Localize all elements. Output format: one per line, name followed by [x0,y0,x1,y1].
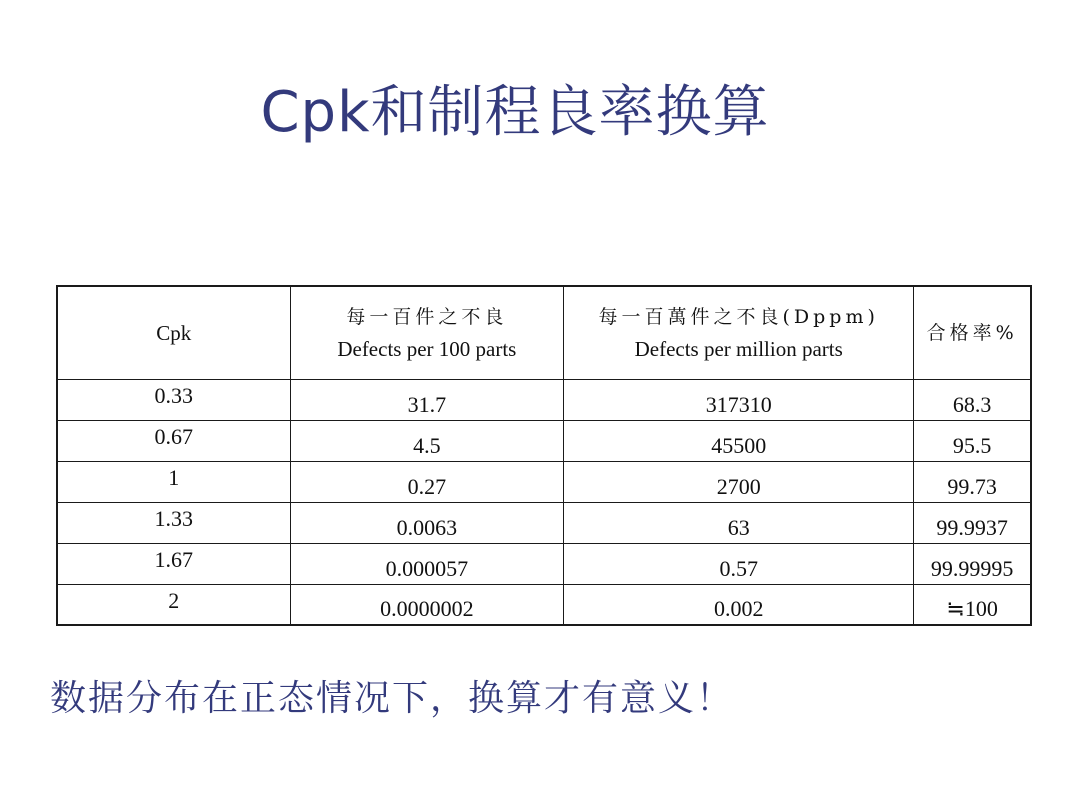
page-title: Cpk和制程良率换算 [260,80,770,145]
cell-cpk: 2 [57,584,290,625]
header-defects-per-100-en: Defects per 100 parts [337,336,517,361]
header-defects-per-million-zh: 每一百萬件之不良(Dppm) [598,305,879,328]
cell-defects-per-100: 0.000057 [290,543,564,584]
cpk-conversion-table [56,285,1032,626]
header-defects-per-100-zh: 每一百件之不良 [346,305,508,328]
cell-defects-per-100: 0.27 [290,461,564,502]
table-row [57,461,1031,502]
cell-cpk: 1.33 [57,502,290,543]
table-row [57,502,1031,543]
header-defects-per-million [564,286,914,379]
table-row [57,420,1031,461]
cell-yield-rate: 99.9937 [914,502,1031,543]
cell-yield-rate: 68.3 [914,379,1031,420]
cell-defects-per-million: 45500 [564,420,914,461]
cell-yield-rate: ≒100 [914,584,1031,625]
cell-yield-rate: 99.99995 [914,543,1031,584]
header-cpk [57,286,290,379]
cell-cpk: 1.67 [57,543,290,584]
cell-defects-per-100: 4.5 [290,420,564,461]
cell-yield-rate: 95.5 [914,420,1031,461]
cell-cpk: 0.33 [57,379,290,420]
cell-cpk: 1 [57,461,290,502]
cell-defects-per-million: 0.57 [564,543,914,584]
header-cpk-label: Cpk [156,320,192,345]
cell-defects-per-million: 63 [564,502,914,543]
cell-defects-per-million: 2700 [564,461,914,502]
cell-cpk: 0.67 [57,420,290,461]
cell-defects-per-100: 31.7 [290,379,564,420]
table-header-row [57,286,1031,379]
table-row [57,379,1031,420]
cell-defects-per-100: 0.0000002 [290,584,564,625]
footnote: 数据分布在正态情况下，换算才有意义！ [50,678,735,719]
cell-defects-per-100: 0.0063 [290,502,564,543]
cell-yield-rate: 99.73 [914,461,1031,502]
header-yield-rate-zh: 合格率% [926,321,1018,344]
table-row [57,584,1031,625]
table-row [57,543,1031,584]
cell-defects-per-million: 317310 [564,379,914,420]
header-defects-per-million-en: Defects per million parts [634,336,843,361]
cell-defects-per-million: 0.002 [564,584,914,625]
header-yield-rate [914,286,1031,379]
header-defects-per-100 [290,286,564,379]
